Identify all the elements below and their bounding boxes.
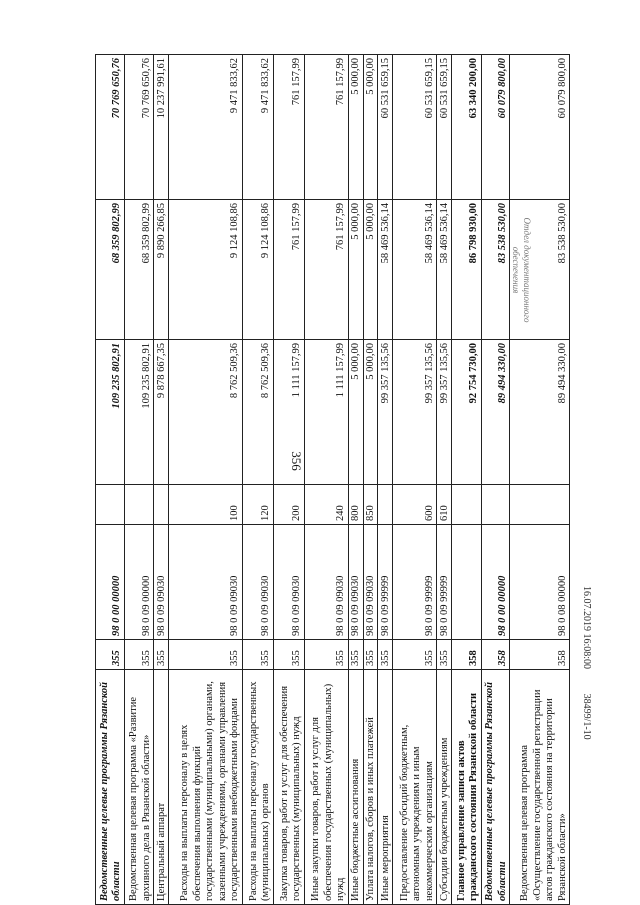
row-amount-2019: 99 357 135,56	[393, 340, 437, 485]
row-name: Расходы на выплаты персоналу государственных (муниципальных) органов	[242, 670, 273, 905]
row-expense-kind	[452, 485, 482, 525]
row-amount-2021: 5 000,00	[363, 55, 378, 200]
row-target-code: 98 0 09 09030	[169, 525, 243, 640]
row-ministry-code: 355	[437, 640, 452, 670]
row-amount-2021: 70 769 650,76	[96, 55, 125, 200]
row-amount-2020: 761 157,99	[273, 200, 304, 340]
footer-datetime: 16.07.2019 16:08:00	[581, 586, 592, 670]
row-amount-2020: 9 124 108,86	[169, 200, 243, 340]
row-target-code: 98 0 00 00000	[96, 525, 125, 640]
row-ministry-code: 358	[510, 640, 570, 670]
budget-table	[95, 54, 570, 905]
row-expense-kind	[378, 485, 393, 525]
row-amount-2021: 70 769 650,76	[124, 55, 154, 200]
row-expense-kind: 610	[437, 485, 452, 525]
row-name: Главное управление записи актов гражданского состояния Рязанской области	[452, 670, 482, 905]
row-ministry-code: 355	[273, 640, 304, 670]
row-amount-2019: 9 878 667,35	[154, 340, 169, 485]
budget-table-frame	[95, 55, 570, 905]
row-amount-2019: 99 357 135,56	[378, 340, 393, 485]
row-expense-kind	[510, 485, 570, 525]
row-amount-2019: 89 494 330,00	[510, 340, 570, 485]
row-name: Предоставление субсидий бюджетным, автономным учреждениям и иным некоммерческим организациям	[393, 670, 437, 905]
table-row	[169, 55, 243, 905]
row-target-code: 98 0 09 99999	[393, 525, 437, 640]
row-ministry-code: 355	[363, 640, 378, 670]
row-amount-2019: 8 762 509,36	[242, 340, 273, 485]
row-amount-2020: 86 798 930,00	[452, 200, 482, 340]
row-amount-2020: 58 469 536,14	[393, 200, 437, 340]
row-expense-kind	[481, 485, 510, 525]
row-ministry-code: 355	[169, 640, 243, 670]
row-target-code: 98 0 09 09030	[363, 525, 378, 640]
row-amount-2019: 109 235 802,91	[124, 340, 154, 485]
row-target-code: 98 0 09 99999	[437, 525, 452, 640]
row-amount-2019: 5 000,00	[363, 340, 378, 485]
row-expense-kind: 850	[363, 485, 378, 525]
row-ministry-code: 355	[378, 640, 393, 670]
row-target-code: 98 0 08 00000	[510, 525, 570, 640]
table-row	[437, 55, 452, 905]
row-expense-kind: 100	[169, 485, 243, 525]
row-target-code	[452, 525, 482, 640]
row-amount-2021: 761 157,99	[273, 55, 304, 200]
row-name: Расходы на выплаты персоналу в целях обеспечения выполнения функций государственными (муниципальными) органами, казенными учреждениями, органами управления государственными внебюджетными фондами	[169, 670, 243, 905]
row-amount-2020: 5 000,00	[348, 200, 363, 340]
table-row	[378, 55, 393, 905]
table-row	[510, 55, 570, 905]
row-expense-kind	[154, 485, 169, 525]
row-expense-kind: 240	[304, 485, 348, 525]
stamp-line-1: Отдел документационного	[522, 217, 532, 323]
row-amount-2020: 83 538 530,00	[510, 200, 570, 340]
row-name: Ведомственные целевые программы Рязанской области	[96, 670, 125, 905]
row-target-code: 98 0 09 00000	[124, 525, 154, 640]
row-amount-2020: 9 890 266,85	[154, 200, 169, 340]
row-amount-2020: 83 538 530,00	[481, 200, 510, 340]
row-target-code: 98 0 09 09030	[348, 525, 363, 640]
row-target-code: 98 0 09 09030	[242, 525, 273, 640]
page-number: 356	[289, 451, 304, 471]
row-target-code: 98 0 09 09030	[154, 525, 169, 640]
row-amount-2021: 10 237 991,61	[154, 55, 169, 200]
stamp-line-2: обеспечения	[511, 246, 521, 294]
row-amount-2020: 68 359 802,99	[124, 200, 154, 340]
row-target-code: 98 0 09 99999	[378, 525, 393, 640]
row-amount-2021: 60 079 800,00	[481, 55, 510, 200]
row-amount-2021: 63 340 200,00	[452, 55, 482, 200]
row-name: Уплата налогов, сборов и иных платежей	[363, 670, 378, 905]
row-expense-kind: 200	[273, 485, 304, 525]
row-name: Ведомственная целевая программа «Осуществление государственной регистрации актов гражданского состояния на территории Рязанской области»	[510, 670, 570, 905]
row-target-code: 98 0 00 00000	[481, 525, 510, 640]
table-row	[242, 55, 273, 905]
row-target-code: 98 0 09 09030	[304, 525, 348, 640]
table-row	[452, 55, 482, 905]
row-amount-2021: 5 000,00	[348, 55, 363, 200]
budget-table-body	[96, 55, 570, 905]
row-expense-kind: 800	[348, 485, 363, 525]
row-amount-2020: 58 469 536,14	[378, 200, 393, 340]
row-amount-2020: 9 124 108,86	[242, 200, 273, 340]
row-ministry-code: 355	[393, 640, 437, 670]
row-amount-2021: 761 157,99	[304, 55, 348, 200]
row-name: Ведомственные целевые программы Рязанской области	[481, 670, 510, 905]
row-amount-2019: 1 111 157,99	[273, 340, 304, 485]
table-row	[96, 55, 125, 905]
row-amount-2021: 9 471 833,62	[169, 55, 243, 200]
row-amount-2021: 60 531 659,15	[378, 55, 393, 200]
footer-doc-id: 38499/1-10	[581, 693, 592, 740]
row-amount-2019: 89 494 330,00	[481, 340, 510, 485]
row-amount-2021: 60 531 659,15	[393, 55, 437, 200]
row-ministry-code: 355	[96, 640, 125, 670]
row-amount-2020: 761 157,99	[304, 200, 348, 340]
row-amount-2019: 109 235 802,91	[96, 340, 125, 485]
table-row	[304, 55, 348, 905]
row-amount-2019: 5 000,00	[348, 340, 363, 485]
table-row	[273, 55, 304, 905]
row-ministry-code: 358	[481, 640, 510, 670]
row-amount-2019: 92 754 730,00	[452, 340, 482, 485]
table-row	[481, 55, 510, 905]
row-expense-kind: 120	[242, 485, 273, 525]
row-amount-2021: 9 471 833,62	[242, 55, 273, 200]
row-name: Иные мероприятия	[378, 670, 393, 905]
table-row	[393, 55, 437, 905]
row-name: Субсидии бюджетным учреждениям	[437, 670, 452, 905]
row-ministry-code: 358	[452, 640, 482, 670]
row-expense-kind: 600	[393, 485, 437, 525]
row-amount-2020: 68 359 802,99	[96, 200, 125, 340]
row-ministry-code: 355	[348, 640, 363, 670]
row-name: Иные закупки товаров, работ и услуг для обеспечения государственных (муниципальных) нужд	[304, 670, 348, 905]
row-ministry-code: 355	[154, 640, 169, 670]
row-name: Иные бюджетные ассигнования	[348, 670, 363, 905]
table-row	[363, 55, 378, 905]
row-amount-2021: 60 531 659,15	[437, 55, 452, 200]
row-amount-2021: 60 079 800,00	[510, 55, 570, 200]
row-ministry-code: 355	[304, 640, 348, 670]
row-ministry-code: 355	[242, 640, 273, 670]
row-amount-2019: 99 357 135,56	[437, 340, 452, 485]
row-expense-kind	[124, 485, 154, 525]
table-row	[348, 55, 363, 905]
table-row	[154, 55, 169, 905]
table-row	[124, 55, 154, 905]
row-name: Центральный аппарат	[154, 670, 169, 905]
row-ministry-code: 355	[124, 640, 154, 670]
row-amount-2019: 8 762 509,36	[169, 340, 243, 485]
row-name: Ведомственная целевая программа «Развитие архивного дела в Рязанской области»	[124, 670, 154, 905]
page-footer	[581, 586, 592, 886]
row-expense-kind	[96, 485, 125, 525]
row-amount-2020: 5 000,00	[363, 200, 378, 340]
row-name: Закупка товаров, работ и услуг для обеспечения государственных (муниципальных) нужд	[273, 670, 304, 905]
row-amount-2019: 1 111 157,99	[304, 340, 348, 485]
row-amount-2020: 58 469 536,14	[437, 200, 452, 340]
row-target-code: 98 0 09 09030	[273, 525, 304, 640]
